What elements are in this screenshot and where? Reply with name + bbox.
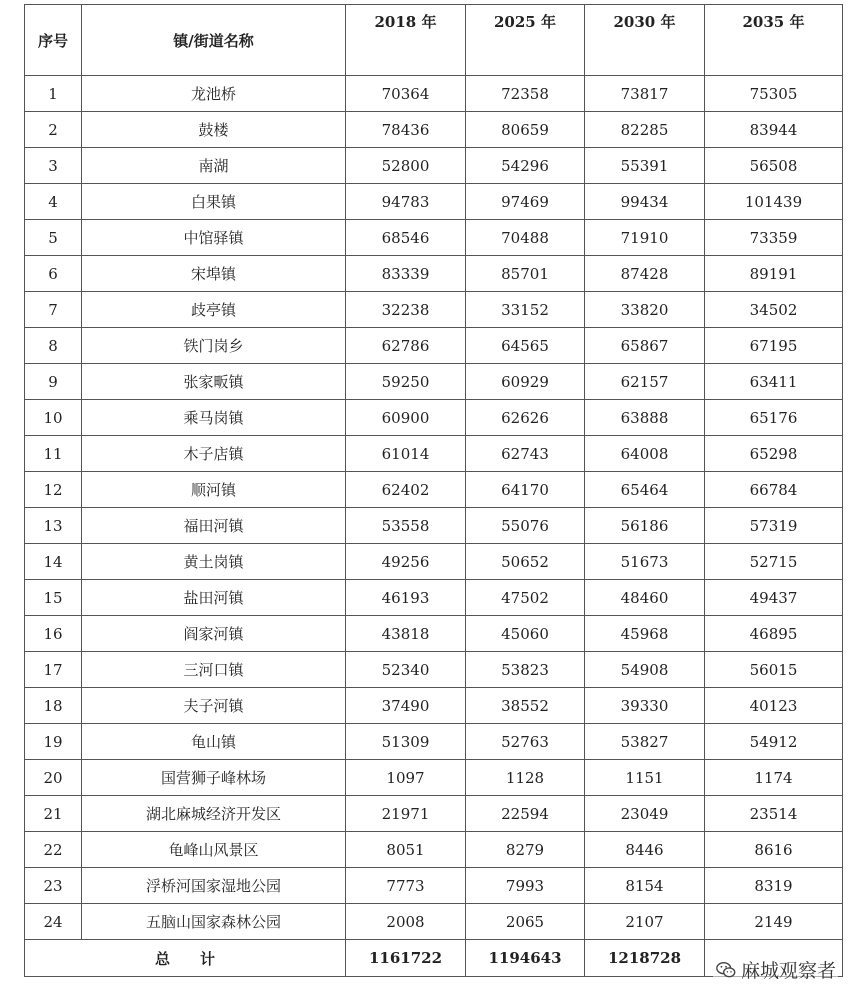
table-row [25,328,843,364]
table-row [25,436,843,472]
cell-value-2030: 48460 [585,580,705,616]
header-row [25,5,843,76]
cell-name: 阎家河镇 [82,616,346,652]
cell-name: 南湖 [82,148,346,184]
cell-value-2025: 33152 [466,292,585,328]
cell-value-2025: 8279 [466,832,585,868]
cell-name: 龟峰山风景区 [82,832,346,868]
cell-index: 24 [25,904,82,940]
cell-value-2035: 1174 [705,760,843,796]
cell-name: 五脑山国家森林公园 [82,904,346,940]
cell-index: 13 [25,508,82,544]
cell-value-2035: 49437 [705,580,843,616]
total-2018: 1161722 [346,940,466,977]
table-row [25,220,843,256]
table-body [25,76,843,940]
cell-value-2030: 33820 [585,292,705,328]
cell-value-2018: 60900 [346,400,466,436]
cell-name: 湖北麻城经济开发区 [82,796,346,832]
cell-value-2018: 62786 [346,328,466,364]
cell-value-2025: 38552 [466,688,585,724]
header-year-2025: 2025 年 [466,5,585,76]
cell-value-2030: 65464 [585,472,705,508]
table-row [25,148,843,184]
cell-index: 23 [25,868,82,904]
cell-value-2025: 64565 [466,328,585,364]
header-index: 序号 [25,5,82,76]
wechat-icon [715,959,737,981]
cell-index: 20 [25,760,82,796]
cell-value-2035: 52715 [705,544,843,580]
cell-index: 22 [25,832,82,868]
cell-index: 4 [25,184,82,220]
cell-value-2035: 75305 [705,76,843,112]
cell-index: 6 [25,256,82,292]
table-row [25,256,843,292]
total-2025: 1194643 [466,940,585,977]
cell-value-2035: 2149 [705,904,843,940]
table-row [25,76,843,112]
table-row [25,616,843,652]
table-row [25,112,843,148]
cell-value-2035: 8319 [705,868,843,904]
watermark-text: 麻城观察者 [740,960,836,982]
cell-value-2025: 80659 [466,112,585,148]
cell-index: 5 [25,220,82,256]
cell-value-2035: 101439 [705,184,843,220]
cell-value-2035: 54912 [705,724,843,760]
table-row [25,904,843,940]
cell-value-2025: 50652 [466,544,585,580]
cell-value-2030: 64008 [585,436,705,472]
cell-value-2018: 46193 [346,580,466,616]
cell-value-2025: 54296 [466,148,585,184]
total-label: 总 计 [25,940,346,977]
table-row [25,688,843,724]
cell-value-2018: 7773 [346,868,466,904]
cell-value-2018: 37490 [346,688,466,724]
cell-name: 鼓楼 [82,112,346,148]
cell-value-2030: 55391 [585,148,705,184]
cell-index: 17 [25,652,82,688]
cell-value-2018: 32238 [346,292,466,328]
cell-value-2018: 61014 [346,436,466,472]
cell-value-2035: 83944 [705,112,843,148]
cell-value-2018: 51309 [346,724,466,760]
cell-value-2018: 2008 [346,904,466,940]
cell-value-2025: 62743 [466,436,585,472]
cell-name: 龟山镇 [82,724,346,760]
cell-name: 三河口镇 [82,652,346,688]
table-row [25,508,843,544]
cell-value-2035: 34502 [705,292,843,328]
cell-value-2018: 59250 [346,364,466,400]
cell-index: 9 [25,364,82,400]
cell-value-2035: 73359 [705,220,843,256]
cell-value-2035: 67195 [705,328,843,364]
cell-value-2035: 65176 [705,400,843,436]
cell-index: 10 [25,400,82,436]
cell-value-2025: 52763 [466,724,585,760]
cell-value-2030: 8446 [585,832,705,868]
cell-value-2018: 21971 [346,796,466,832]
cell-value-2025: 60929 [466,364,585,400]
watermark [713,956,838,983]
cell-name: 盐田河镇 [82,580,346,616]
cell-value-2035: 65298 [705,436,843,472]
cell-index: 8 [25,328,82,364]
cell-value-2035: 40123 [705,688,843,724]
table-row [25,724,843,760]
cell-value-2025: 47502 [466,580,585,616]
cell-value-2035: 46895 [705,616,843,652]
cell-value-2018: 1097 [346,760,466,796]
cell-index: 19 [25,724,82,760]
cell-name: 黄土岗镇 [82,544,346,580]
cell-value-2018: 43818 [346,616,466,652]
table-row [25,868,843,904]
cell-value-2025: 55076 [466,508,585,544]
cell-value-2035: 57319 [705,508,843,544]
cell-value-2030: 53827 [585,724,705,760]
table-row [25,364,843,400]
cell-value-2025: 7993 [466,868,585,904]
cell-name: 福田河镇 [82,508,346,544]
cell-value-2035: 66784 [705,472,843,508]
cell-name: 铁门岗乡 [82,328,346,364]
cell-value-2018: 83339 [346,256,466,292]
cell-index: 1 [25,76,82,112]
cell-value-2035: 8616 [705,832,843,868]
cell-value-2030: 82285 [585,112,705,148]
cell-value-2035: 63411 [705,364,843,400]
cell-value-2018: 53558 [346,508,466,544]
cell-value-2035: 56508 [705,148,843,184]
header-name: 镇/街道名称 [82,5,346,76]
cell-value-2030: 51673 [585,544,705,580]
header-year-2018: 2018 年 [346,5,466,76]
cell-value-2018: 8051 [346,832,466,868]
cell-index: 14 [25,544,82,580]
cell-value-2035: 23514 [705,796,843,832]
cell-value-2030: 73817 [585,76,705,112]
cell-value-2025: 2065 [466,904,585,940]
cell-value-2030: 65867 [585,328,705,364]
header-year-2035: 2035 年 [705,5,843,76]
total-2030: 1218728 [585,940,705,977]
table-row [25,400,843,436]
table-row [25,580,843,616]
table-row [25,832,843,868]
cell-index: 11 [25,436,82,472]
cell-index: 2 [25,112,82,148]
table-row [25,544,843,580]
cell-value-2025: 72358 [466,76,585,112]
table-row [25,184,843,220]
cell-name: 宋埠镇 [82,256,346,292]
cell-value-2025: 64170 [466,472,585,508]
cell-value-2025: 62626 [466,400,585,436]
cell-value-2018: 94783 [346,184,466,220]
cell-value-2025: 85701 [466,256,585,292]
table-row [25,472,843,508]
table-row [25,652,843,688]
cell-value-2018: 78436 [346,112,466,148]
cell-value-2030: 54908 [585,652,705,688]
cell-value-2025: 22594 [466,796,585,832]
cell-name: 夫子河镇 [82,688,346,724]
cell-value-2025: 53823 [466,652,585,688]
cell-value-2030: 45968 [585,616,705,652]
cell-value-2030: 71910 [585,220,705,256]
cell-name: 中馆驿镇 [82,220,346,256]
cell-name: 国营狮子峰林场 [82,760,346,796]
cell-name: 浮桥河国家湿地公园 [82,868,346,904]
cell-value-2035: 56015 [705,652,843,688]
cell-index: 15 [25,580,82,616]
cell-name: 木子店镇 [82,436,346,472]
cell-value-2018: 70364 [346,76,466,112]
cell-index: 21 [25,796,82,832]
cell-value-2030: 2107 [585,904,705,940]
cell-index: 12 [25,472,82,508]
cell-value-2030: 1151 [585,760,705,796]
population-table [24,4,843,977]
cell-value-2018: 49256 [346,544,466,580]
cell-value-2025: 97469 [466,184,585,220]
cell-value-2030: 62157 [585,364,705,400]
cell-value-2018: 68546 [346,220,466,256]
cell-value-2025: 70488 [466,220,585,256]
table-row [25,760,843,796]
cell-name: 白果镇 [82,184,346,220]
cell-value-2018: 52800 [346,148,466,184]
cell-name: 张家畈镇 [82,364,346,400]
cell-value-2025: 1128 [466,760,585,796]
cell-value-2030: 99434 [585,184,705,220]
cell-value-2025: 45060 [466,616,585,652]
cell-name: 歧亭镇 [82,292,346,328]
cell-value-2030: 56186 [585,508,705,544]
cell-value-2030: 8154 [585,868,705,904]
cell-value-2018: 62402 [346,472,466,508]
cell-value-2030: 23049 [585,796,705,832]
cell-value-2030: 87428 [585,256,705,292]
cell-index: 16 [25,616,82,652]
cell-name: 乘马岗镇 [82,400,346,436]
cell-index: 7 [25,292,82,328]
cell-value-2035: 89191 [705,256,843,292]
cell-name: 龙池桥 [82,76,346,112]
table-row [25,796,843,832]
header-year-2030: 2030 年 [585,5,705,76]
table-row [25,292,843,328]
cell-value-2018: 52340 [346,652,466,688]
cell-index: 18 [25,688,82,724]
cell-value-2030: 39330 [585,688,705,724]
cell-name: 顺河镇 [82,472,346,508]
cell-value-2030: 63888 [585,400,705,436]
cell-index: 3 [25,148,82,184]
